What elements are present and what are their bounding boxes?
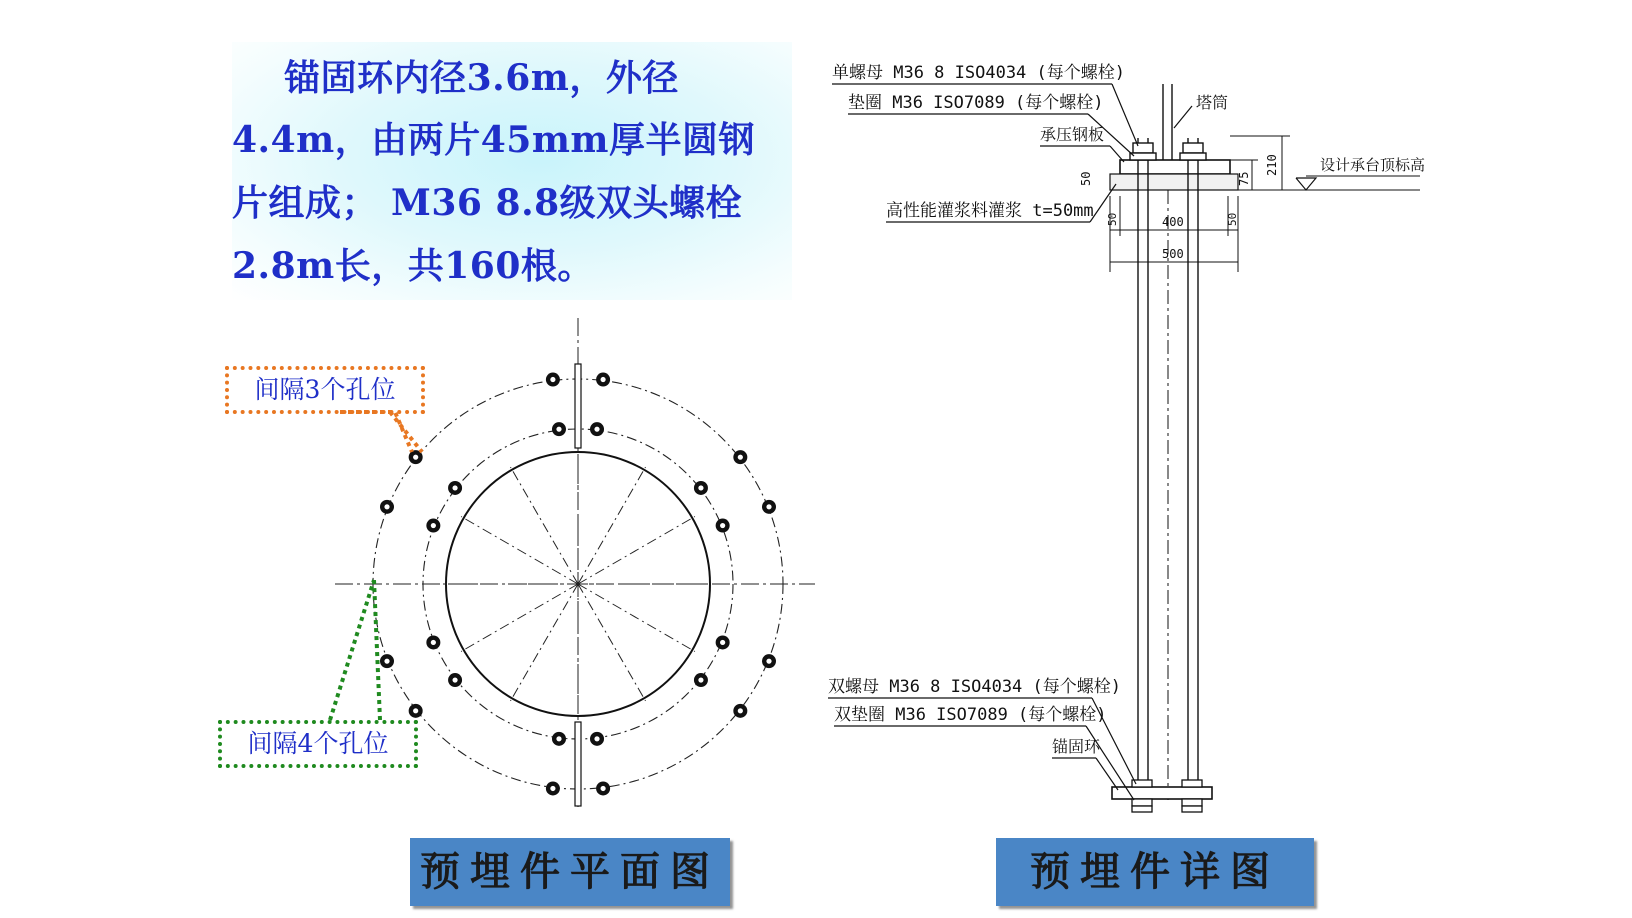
elevation-marker <box>1296 178 1316 190</box>
bottom-nut <box>1182 806 1202 812</box>
top-nut <box>1133 143 1153 153</box>
anchor-bolt-right <box>1180 138 1206 808</box>
top-nut <box>1183 143 1203 153</box>
bottom-nut <box>1132 806 1152 812</box>
intro-line-4: 2.8m长，共160根。 <box>232 245 594 287</box>
top-washer <box>1130 153 1156 160</box>
tower-label: 塔筒 <box>1196 93 1229 112</box>
bearing-plate-label: 承压钢板 <box>1040 125 1105 144</box>
top-nut-label: 单螺母 M36 8 ISO4034 (每个螺栓) <box>832 63 1125 83</box>
bottom-nut <box>1182 799 1202 806</box>
intro-line-3: 片组成； M36 8.8级双头螺栓 <box>232 182 743 224</box>
plan-caption <box>410 838 730 906</box>
dim-75: 75 <box>1237 171 1251 186</box>
anchor-ring-label: 锚固环 <box>1052 737 1101 756</box>
plan-caption-text: 预埋件平面图 <box>420 848 720 895</box>
intro-line-1: 锚固环内径3.6m，外径 <box>232 57 679 99</box>
grout-layer <box>1110 174 1238 190</box>
dim-400: 400 <box>1162 215 1184 229</box>
bottom-nut-label: 双螺母 M36 8 ISO4034 (每个螺栓) <box>828 677 1121 697</box>
bottom-washer-label: 双垫圈 M36 ISO7089 (每个螺栓) <box>834 705 1107 725</box>
bearing-plate <box>1120 160 1230 174</box>
anchor-bolt-left <box>1130 138 1156 808</box>
dim-50-right: 50 <box>1226 212 1239 226</box>
intro-line-2: 4.4m，由两片45mm厚半圆钢 <box>232 119 756 161</box>
dim-grout-50: 50 <box>1079 171 1093 186</box>
grout-label: 高性能灌浆料灌浆 t=50mm <box>886 201 1094 221</box>
detail-caption <box>996 838 1314 906</box>
detail-caption-text: 预埋件详图 <box>1030 848 1280 895</box>
dim-50-left: 50 <box>1106 212 1119 226</box>
top-washer <box>1180 153 1206 160</box>
design-elevation-label: 设计承台顶标高 <box>1320 156 1426 174</box>
callout-spacing-3-text: 间隔3个孔位 <box>254 375 396 404</box>
bottom-nut <box>1182 780 1202 787</box>
bottom-nut <box>1132 799 1152 806</box>
dim-500: 500 <box>1162 247 1184 261</box>
callout-spacing-4-text: 间隔4个孔位 <box>247 729 389 758</box>
dim-210: 210 <box>1265 154 1279 176</box>
top-washer-label: 垫圈 M36 ISO7089 (每个螺栓) <box>848 93 1104 113</box>
